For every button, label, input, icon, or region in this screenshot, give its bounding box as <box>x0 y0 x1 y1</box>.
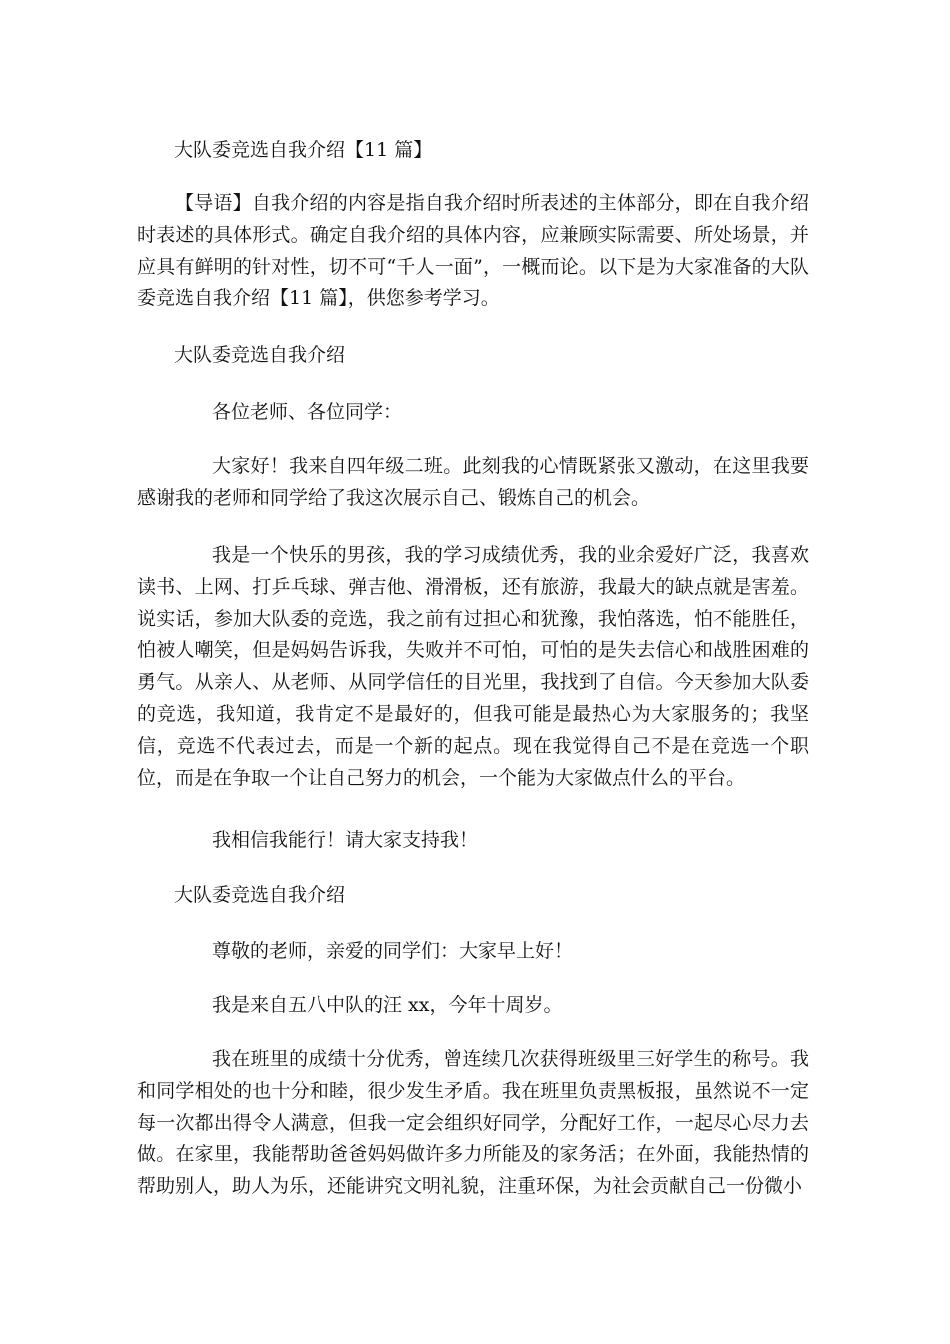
intro-paragraph: 【导语】自我介绍的内容是指自我介绍时所表述的主体部分，即在自我介绍时表述的具体形式。确定自我介绍的具体内容，应兼顾实际需要、所处场景，并应具有鲜明的针对性，切不可“千人一面”，一概而论。以下是为大家准备的大队委竞选自我介绍【11 篇】，供您参考学习。 <box>137 192 809 310</box>
section1-closing: 我相信我能行！请大家支持我！ <box>212 829 479 851</box>
section-heading-2: 大队委竞选自我介绍 <box>174 884 346 906</box>
section2-self-intro: 我是来自五八中队的汪 xx，今年十周岁。 <box>212 994 563 1016</box>
section1-paragraph-1: 大家好！我来自四年级二班。此刻我的心情既紧张又激动，在这里我要感谢我的老师和同学给了我这次展示自己、锻炼自己的机会。 <box>137 455 809 509</box>
salutation-1: 各位老师、各位同学： <box>212 401 403 423</box>
greeting-2: 尊敬的老师，亲爱的同学们：大家早上好！ <box>212 940 574 962</box>
section1-paragraph-2: 我是一个快乐的男孩，我的学习成绩优秀，我的业余爱好广泛，我喜欢读书、上网、打乒乓球、弹吉他、滑滑板，还有旅游，我最大的缺点就是害羞。说实话，参加大队委的竞选，我之前有过担心和犹豫，我怕落选，怕不能胜任，怕被人嘲笑，但是妈妈告诉我，失败并不可怕，可怕的是失去信心和战胜困难的勇气。从亲人、从老师、从同学信任的目光里，我找到了自信。今天参加大队委的竞选，我知道，我肯定不是最好的，但我可能是最热心为大家服务的；我坚信，竞选不代表过去，而是一个新的起点。现在我觉得自己不是在竞选一个职位，而是在争取一个让自己努力的机会，一个能为大家做点什么的平台。 <box>137 544 809 789</box>
section2-paragraph-1: 我在班里的成绩十分优秀，曾连续几次获得班级里三好学生的称号。我和同学相处的也十分和睦，很少发生矛盾。我在班里负责黑板报，虽然说不一定每一次都出得令人满意，但我一定会组织好同学，分配好工作，一起尽心尽力去做。在家里，我能帮助爸爸妈妈做许多力所能及的家务活；在外面，我能热情的帮助别人，助人为乐，还能讲究文明礼貌，注重环保，为社会贡献自己一份微小 <box>137 1048 809 1198</box>
document-title: 大队委竞选自我介绍【11 篇】 <box>174 139 433 161</box>
section-heading-1: 大队委竞选自我介绍 <box>174 344 346 366</box>
